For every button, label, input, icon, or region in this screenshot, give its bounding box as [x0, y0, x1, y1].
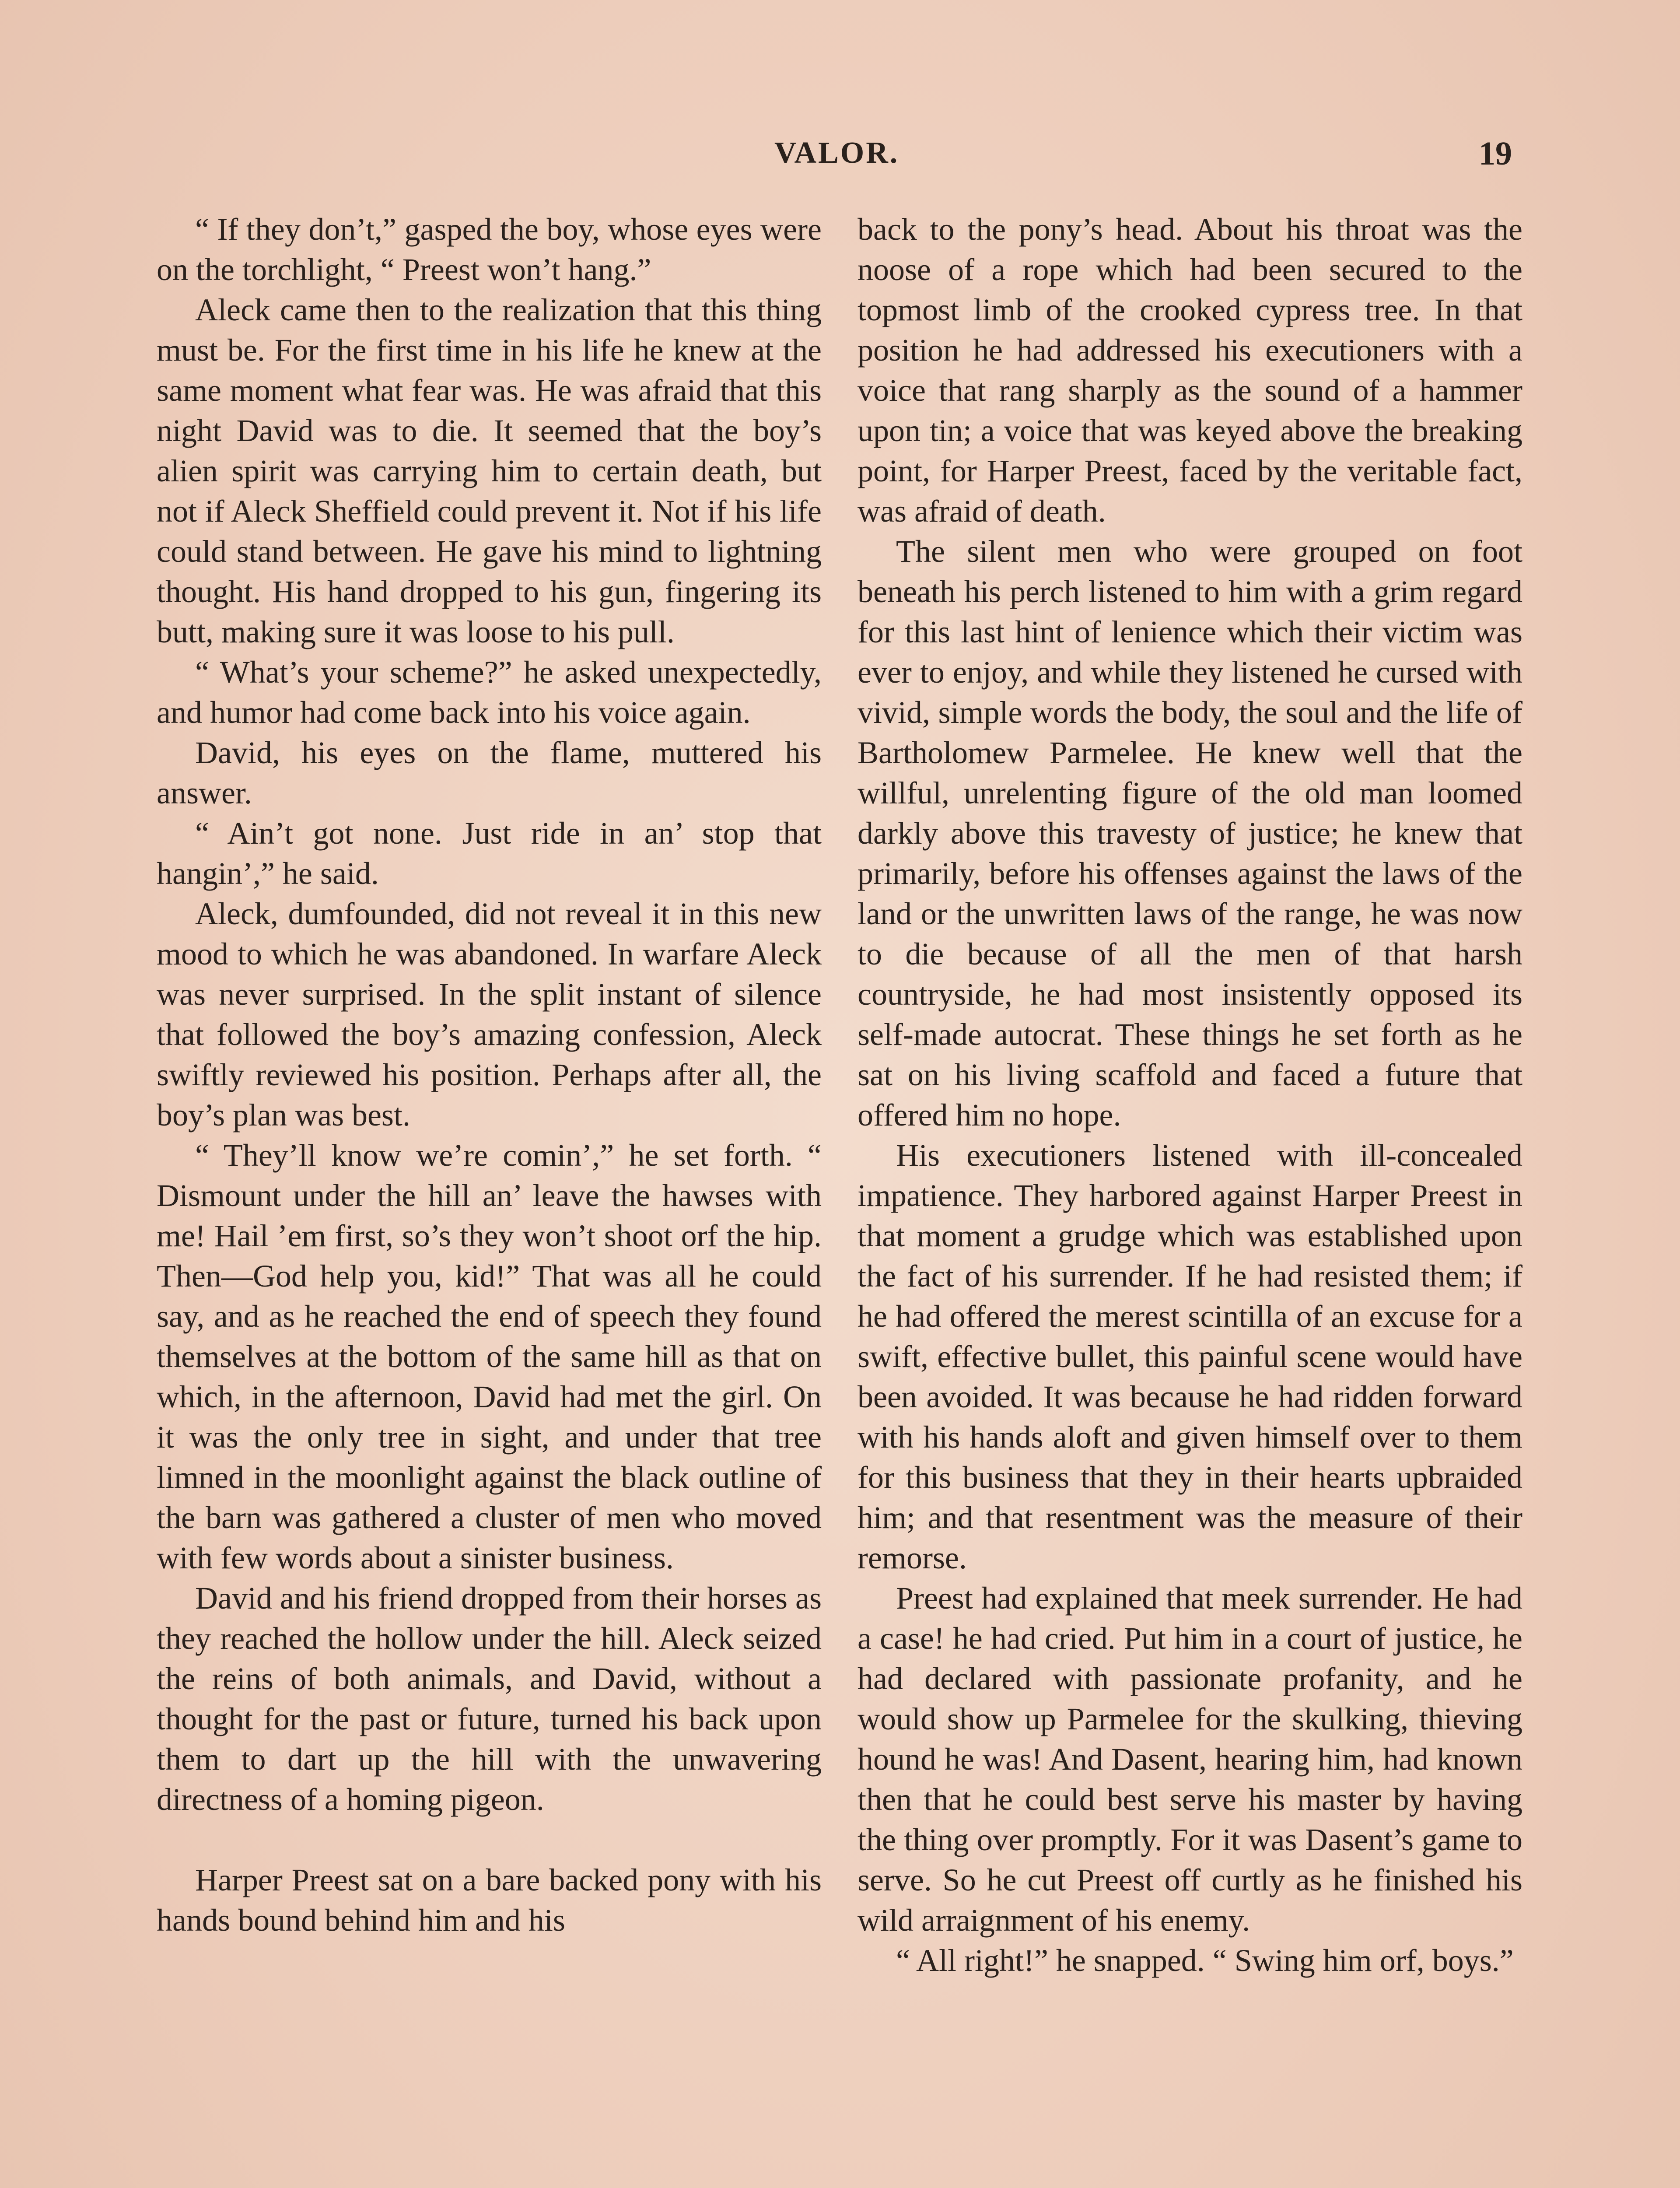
- paragraph: Aleck, dumfounded, did not reveal it in this new mood to which he was abandoned. In warfare Aleck was never surprised. In the split instant of silence that followed the boy’s amazing confession, Aleck swiftly reviewed his position. Perhaps after all, the boy’s plan was best.: [157, 896, 822, 1133]
- paragraph: His executioners listened with ill-concealed impatience. They harbored against Harper Preest in that moment a grudge which was established upon the fact of his surrender. If he had resisted them; if he had offered the merest scintilla of an excuse for a swift, effective bullet, this painful scene would have been avoided. It was because he had ridden forward with his hands aloft and given himself over to them for this business that they in their hearts upbraided him; and that resentment was the measure of their remorse.: [858, 1138, 1522, 1575]
- right-column: [858, 209, 1522, 1981]
- paragraph: David and his friend dropped from their horses as they reached the hollow under the hill. Aleck seized the reins of both animals, and David, without a thought for the past or future, turned his back upon them to dart up the hill with the unwavering directness of a homing pigeon.: [157, 1581, 822, 1817]
- running-head: [0, 127, 1680, 179]
- paragraph: David, his eyes on the flame, muttered his answer.: [157, 735, 822, 810]
- paragraph: Harper Preest sat on a bare backed pony with his hands bound behind him and his: [157, 1862, 822, 1938]
- paragraph: “ All right!” he snapped. “ Swing him orf, boys.”: [896, 1943, 1514, 1978]
- paragraph: Preest had explained that meek surrender. He had a case! he had cried. Put him in a court of justice, he had declared with passionate profanity, and he would show up Parmelee for the skulking, thieving hound he was! And Dasent, hearing him, had known then that he could best serve his master by having the thing over promptly. For it was Dasent’s game to serve. So he cut Preest off curtly as he finished his wild arraignment of his enemy.: [858, 1581, 1522, 1938]
- page-title: VALOR.: [774, 136, 900, 170]
- paragraph: “ Ain’t got none. Just ride in an’ stop that hangin’,” he said.: [157, 816, 822, 891]
- paragraph: “ If they don’t,” gasped the boy, whose eyes were on the torchlight, “ Preest won’t hang.”: [157, 212, 822, 287]
- paragraph: Aleck came then to the realization that this thing must be. For the first time in his life he knew at the same moment what fear was. He was afraid that this night David was to die. It seemed that the boy’s alien spirit was carrying him to certain death, but not if Aleck Sheffield could prevent it. Not if his life could stand between. He gave his mind to lightning thought. His hand dropped to his gun, fingering its butt, making sure it was loose to his pull.: [157, 292, 822, 649]
- paragraph: back to the pony’s head. About his throat was the noose of a rope which had been secured to the topmost limb of the crooked cypress tree. In that position he had addressed his executioners with a voice that rang sharply as the sound of a hammer upon tin; a voice that was keyed above the breaking point, for Harper Preest, faced by the veritable fact, was afraid of death.: [858, 212, 1522, 529]
- left-column: [157, 209, 822, 1940]
- paragraph: “ They’ll know we’re comin’,” he set forth. “ Dismount under the hill an’ leave the hawses with me! Hail ’em first, so’s they won’t shoot orf the hip. Then—God help you, kid!” That was all he could say, and as he reached the end of speech they found themselves at the bottom of the same hill as that on which, in the afternoon, David had met the girl. On it was the only tree in sight, and under that tree limned in the moonlight against the black outline of the barn was gathered a cluster of men who moved with few words about a sinister business.: [157, 1138, 822, 1575]
- paragraph: “ What’s your scheme?” he asked unexpectedly, and humor had come back into his voice again.: [157, 655, 822, 730]
- page-number: 19: [1479, 135, 1512, 172]
- paragraph: The silent men who were grouped on foot beneath his perch listened to him with a grim regard for this last hint of lenience which their victim was ever to enjoy, and while they listened he cursed with vivid, simple words the body, the soul and the life of Bartholomew Parmelee. He knew well that the willful, unrelenting figure of the old man loomed darkly above this travesty of justice; he knew that primarily, before his offenses against the laws of the land or the unwritten laws of the range, he was now to die because of all the men of that harsh countryside, he had most insistently opposed its self-made autocrat. These things he set forth as he sat on his living scaffold and faced a future that offered him no hope.: [858, 534, 1522, 1133]
